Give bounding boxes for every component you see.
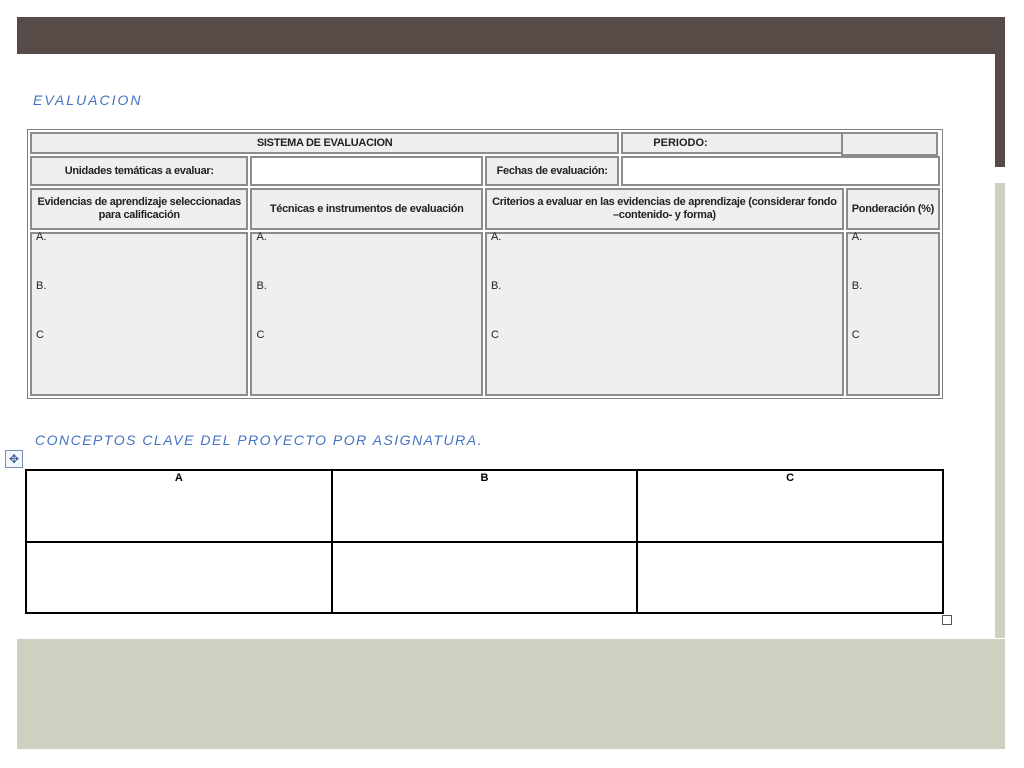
bottom-band — [17, 639, 1005, 749]
resize-handle-icon[interactable] — [942, 615, 952, 625]
fechas-label: Fechas de evaluación: — [485, 156, 619, 186]
option-a: A. — [851, 231, 863, 243]
column-header-tecnicas: Técnicas e instrumentos de evaluación — [250, 188, 483, 230]
concept-cell[interactable] — [26, 542, 332, 613]
evidencias-cell[interactable] — [30, 232, 248, 396]
concept-header-b[interactable]: B — [332, 470, 638, 542]
right-band-dark — [995, 54, 1005, 167]
evaluacion-heading: EVALUACION — [33, 92, 143, 108]
column-header-criterios: Criterios a evaluar en las evidencias de aprendizaje (considerar fondo –contenido- y forma) — [485, 188, 844, 230]
option-c: C — [256, 329, 265, 341]
periodo-value-field[interactable] — [841, 132, 938, 156]
option-c: C — [36, 329, 44, 341]
evaluation-table — [27, 129, 943, 399]
option-b: B. — [36, 280, 47, 292]
unidades-value-field[interactable] — [250, 156, 483, 186]
option-b: B. — [851, 280, 863, 292]
periodo-label-text: PERIODO: — [653, 136, 708, 149]
concept-header-c[interactable]: C — [637, 470, 943, 542]
move-icon[interactable]: ✥ — [5, 450, 23, 468]
evaluation-system-title: SISTEMA DE EVALUACION — [30, 132, 619, 154]
option-b: B. — [490, 280, 502, 292]
option-a: A. — [256, 231, 267, 243]
concept-header-a[interactable]: A — [26, 470, 332, 542]
top-band — [17, 17, 1005, 54]
option-c: C — [851, 329, 860, 341]
conceptos-heading: CONCEPTOS CLAVE DEL PROYECTO POR ASIGNATURA. — [35, 432, 483, 448]
criterios-cell[interactable] — [485, 232, 844, 396]
column-header-evidencias: Evidencias de aprendizaje seleccionadas para calificación — [30, 188, 248, 230]
tecnicas-cell[interactable] — [250, 232, 483, 396]
unidades-label: Unidades temáticas a evaluar: — [30, 156, 248, 186]
concept-cell[interactable] — [332, 542, 638, 613]
concepts-table — [25, 469, 944, 614]
option-a: A. — [490, 231, 502, 243]
option-c: C — [490, 329, 499, 341]
column-header-ponderacion: Ponderación (%) — [846, 188, 940, 230]
right-band-light — [995, 183, 1005, 638]
option-b: B. — [256, 280, 267, 292]
ponderacion-cell[interactable] — [846, 232, 940, 396]
fechas-value-field[interactable] — [621, 156, 940, 186]
concept-cell[interactable] — [637, 542, 943, 613]
periodo-label — [621, 132, 843, 154]
option-a: A. — [36, 231, 47, 243]
